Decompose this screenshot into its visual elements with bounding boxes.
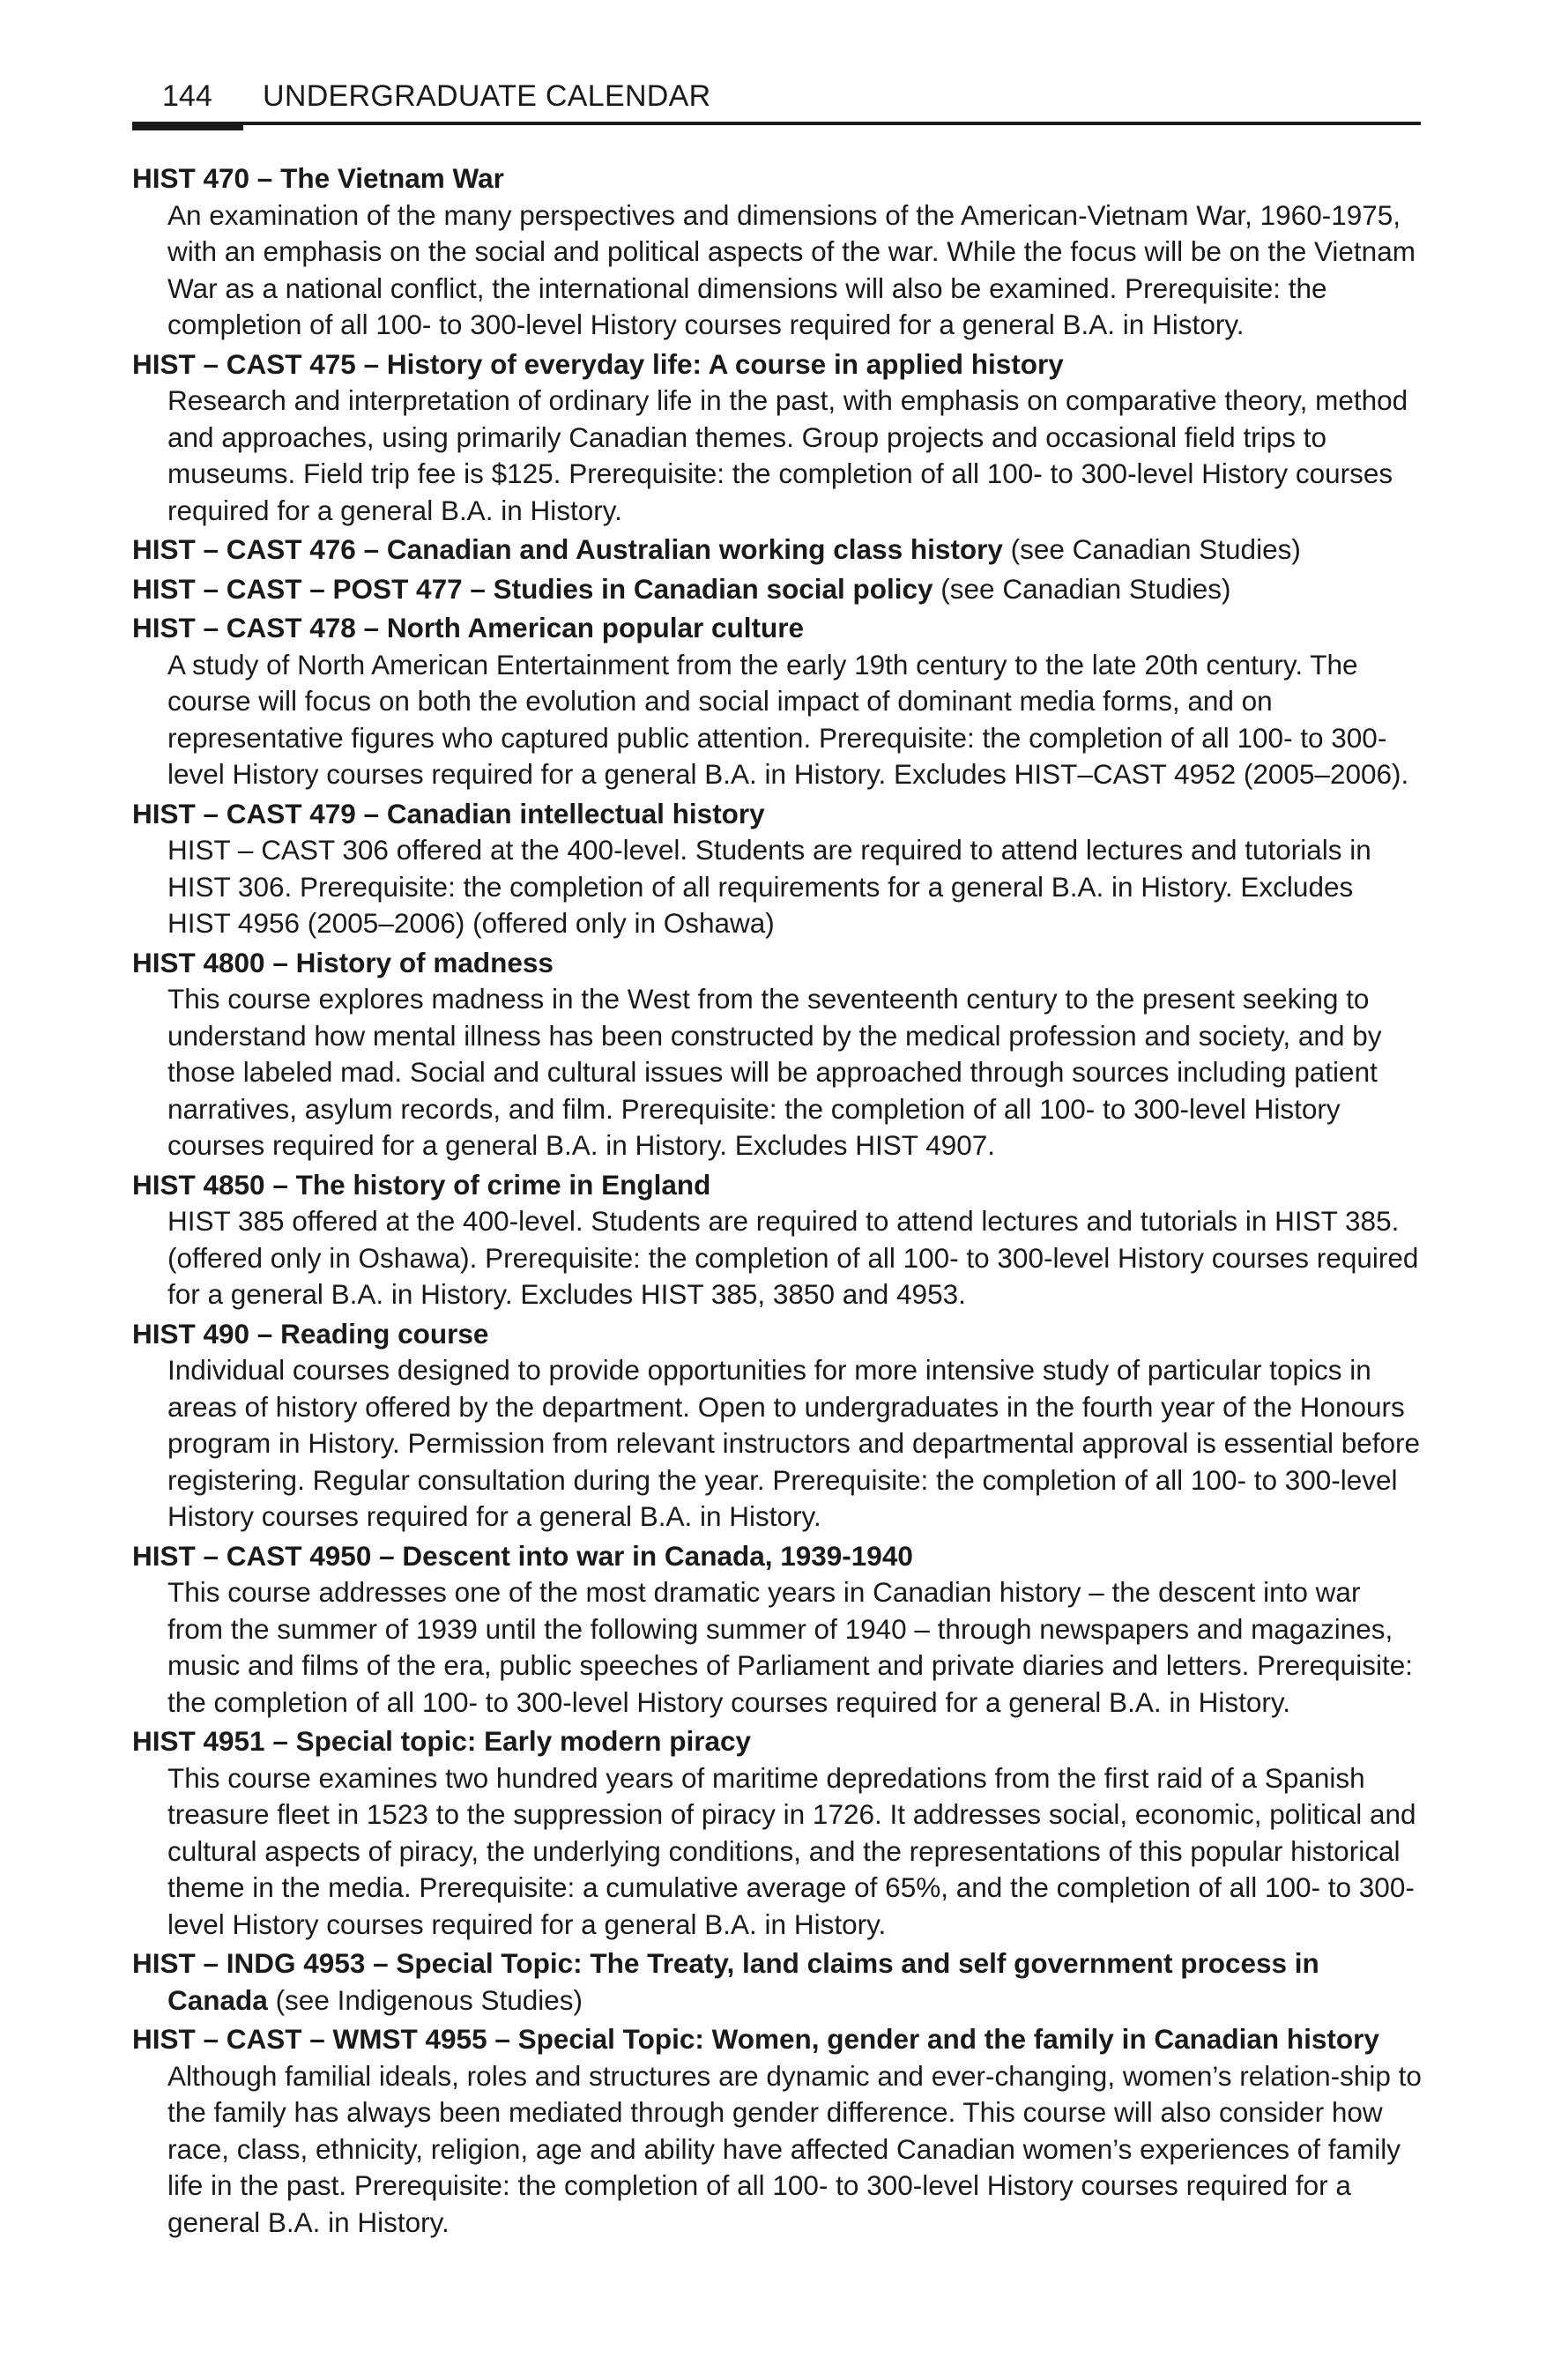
course-title: HIST 470 – The Vietnam War bbox=[132, 162, 504, 194]
course-heading bbox=[132, 1723, 1423, 1760]
course-entry bbox=[132, 945, 1423, 1164]
course-heading bbox=[132, 945, 1423, 982]
course-title: HIST – INDG 4953 – Special Topic: The Treaty, land claims and self government process in Canada bbox=[132, 1947, 1319, 2016]
course-heading bbox=[132, 571, 1423, 608]
course-description: This course explores madness in the West from the seventeenth century to the present seeking to understand how mental illness has been constructed by the medical profession and society, and by those labeled mad. Social and cultural issues will be approached through sources including patient narratives, asylum records, and film. Prerequisite: the completion of all 100- to 300-level History courses required for a general B.A. in History. Excludes HIST 4907. bbox=[167, 983, 1382, 1161]
course-entry bbox=[132, 610, 1423, 793]
course-heading bbox=[132, 1316, 1423, 1353]
cross-reference-note: (see Canadian Studies) bbox=[940, 572, 1231, 605]
course-description: An examination of the many perspectives and dimensions of the American-Vietnam War, 1960-1975, with an emphasis on the social and political aspects of the war. While the focus will be on the Vietnam War as a national conflict, the international dimensions will also be examined. Prerequisite: the completion of all 100- to 300-level History courses required for a general B.A. in History. bbox=[167, 198, 1416, 340]
page-number: 144 bbox=[162, 79, 212, 113]
course-heading bbox=[132, 610, 1423, 647]
course-title: HIST – CAST 475 – History of everyday life: A course in applied history bbox=[132, 347, 1064, 380]
course-description: This course examines two hundred years of maritime depredations from the first raid of a Spanish treasure fleet in 1523 to the suppression of piracy in 1726. It addresses social, economic, political and cultural aspects of piracy, the underlying conditions, and the representations of this popular historical theme in the media. Prerequisite: a cumulative average of 65%, and the completion of all 100- to 300-level History courses required for a general B.A. in History. bbox=[167, 1761, 1416, 1940]
course-heading bbox=[132, 346, 1423, 383]
course-title: HIST – CAST – POST 477 – Studies in Canadian social policy bbox=[132, 572, 933, 605]
course-title: HIST 490 – Reading course bbox=[132, 1317, 489, 1350]
course-title: HIST – CAST 478 – North American popular culture bbox=[132, 612, 804, 643]
course-description: This course addresses one of the most dramatic years in Canadian history – the descent into war from the summer of 1939 until the following summer of 1940 – through newspapers and magazines, music and films of the era, public speeches of Parliament and private diaries and letters. Prerequisite: the completion of all 100- to 300-level History courses required for a general B.A. in History. bbox=[167, 1576, 1413, 1718]
course-heading bbox=[132, 2021, 1423, 2058]
course-description: HIST – CAST 306 offered at the 400-level. Students are required to attend lectures and tutorials in HIST 306. Prerequisite: the completion of all requirements for a general B.A. in History. Excludes HIST 4956 (2005–2006) (offered only in Oshawa) bbox=[167, 834, 1371, 939]
course-entry bbox=[132, 532, 1423, 569]
course-heading bbox=[132, 532, 1423, 569]
running-title: UNDERGRADUATE CALENDAR bbox=[263, 79, 711, 113]
course-heading bbox=[132, 796, 1423, 833]
course-entry bbox=[132, 571, 1423, 608]
header-rule-tab bbox=[132, 122, 243, 130]
course-description: HIST 385 offered at the 400-level. Students are required to attend lectures and tutorials in HIST 385. (offered only in Oshawa). Prerequisite: the completion of all 100- to 300-level History courses required for a general B.A. in History. Excludes HIST 385, 3850 and 4953. bbox=[167, 1205, 1419, 1310]
course-title: HIST – CAST 476 – Canadian and Australian working class history bbox=[132, 533, 1003, 565]
course-heading bbox=[132, 1167, 1423, 1204]
course-title: HIST 4850 – The history of crime in England bbox=[132, 1168, 711, 1201]
course-title: HIST 4800 – History of madness bbox=[132, 946, 554, 978]
course-entry bbox=[132, 796, 1423, 942]
course-list bbox=[132, 160, 1423, 2243]
course-heading bbox=[132, 1945, 1423, 2019]
course-heading bbox=[132, 1538, 1423, 1575]
course-entry bbox=[132, 346, 1423, 530]
course-entry bbox=[132, 1316, 1423, 1536]
course-entry bbox=[132, 1723, 1423, 1943]
course-entry bbox=[132, 2021, 1423, 2241]
cross-reference-note: (see Indigenous Studies) bbox=[275, 1983, 583, 2016]
course-description: Research and interpretation of ordinary life in the past, with emphasis on comparative theory, method and approaches, using primarily Canadian themes. Group projects and occasional field trips to museums. Field trip fee is $125. Prerequisite: the completion of all 100- to 300-level History courses required for a general B.A. in History. bbox=[167, 384, 1408, 526]
course-description: Individual courses designed to provide opportunities for more intensive study of particular topics in areas of history offered by the department. Open to undergraduates in the fourth year of the Honours program in History. Permission from relevant instructors and departmental approval is essential before registering. Regular consultation during the year. Prerequisite: the completion of all 100- to 300-level History courses required for a general B.A. in History. bbox=[167, 1354, 1421, 1532]
course-title: HIST 4951 – Special topic: Early modern piracy bbox=[132, 1725, 752, 1757]
course-title: HIST – CAST – WMST 4955 – Special Topic: Women, gender and the family in Canadian history bbox=[132, 2023, 1379, 2055]
course-title: HIST – CAST 479 – Canadian intellectual history bbox=[132, 797, 765, 829]
course-entry bbox=[132, 160, 1423, 344]
course-entry bbox=[132, 1538, 1423, 1722]
course-description: A study of North American Entertainment from the early 19th century to the late 20th century. The course will focus on both the evolution and social impact of dominant media forms, and on representative figures who captured public attention. Prerequisite: the completion of all 100- to 300-level History courses required for a general B.A. in History. Excludes HIST–CAST 4952 (2005–2006). bbox=[167, 648, 1409, 790]
page-header bbox=[132, 79, 1421, 129]
cross-reference-note: (see Canadian Studies) bbox=[1010, 533, 1301, 565]
course-heading bbox=[132, 160, 1423, 197]
course-title: HIST – CAST 4950 – Descent into war in Canada, 1939-1940 bbox=[132, 1539, 913, 1572]
course-entry bbox=[132, 1167, 1423, 1313]
course-description: Although familial ideals, roles and structures are dynamic and ever-changing, women’s relation-ship to the family has always been mediated through gender difference. This course will also consider how race, class, ethnicity, religion, age and ability have affected Canadian women’s experiences of family life in the past. Prerequisite: the completion of all 100- to 300-level History courses required for a general B.A. in History. bbox=[167, 2059, 1422, 2238]
header-rule bbox=[132, 122, 1421, 125]
course-entry bbox=[132, 1945, 1423, 2019]
